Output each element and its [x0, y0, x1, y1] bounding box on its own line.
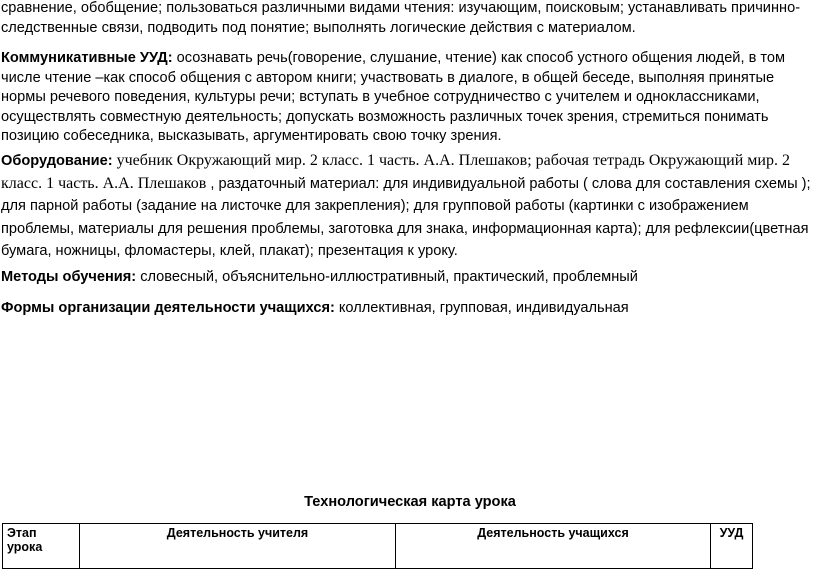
column-header-teacher-activity: Деятельность учителя — [80, 524, 396, 569]
table-title: Технологическая карта урока — [304, 494, 516, 510]
paragraph-text: коллективная, групповая, индивидуальная — [334, 300, 629, 316]
paragraph-label: Коммуникативные УУД: — [1, 50, 173, 66]
paragraph-text: , раздаточный материал: для индивидуальной работы ( слова для составления схемы ); для парной работы (задание на листочке для закрепления); для групповой работы (картинки с изображением проблемы, материалы для решения проблемы, заготовка для знака, информационная карта); для рефлексии(цветная бумага, ножницы, фломастеры, клей, плакат); презентация к уроку. — [1, 175, 811, 259]
column-header-uud: УУД — [711, 524, 753, 569]
paragraph-activity-forms — [1, 299, 813, 319]
paragraph-text-serif: учебник Окружающий мир. 2 класс. 1 часть. А.А. Плешаков; рабочая тетрадь Окружающий мир. 2 класс. 1 часть. А.А. Плешаков — [1, 152, 790, 192]
paragraph-text: сравнение, обобщение; пользоваться различными видами чтения: изучающим, поисковым; устанавливать причинно-следственные связи, подводить под понятие; выполнять логические действия с материалом. — [1, 0, 801, 36]
paragraph-teaching-methods — [1, 268, 813, 288]
paragraph-label: Формы организации деятельности учащихся: — [1, 300, 335, 316]
paragraph-text: осознавать речь(говорение, слушание, чтение) как способ устного общения людей, в том числе чтение –как способ общения с автором книги; участвовать в диалоге, в общей беседе, выполняя принятые нормы речевого поведения, культуры речи; вступать в учебное сотрудничество с учителем и одноклассниками, осуществлять совместную деятельность; допускать возможность различных точек зрения, стремиться понимать позицию собеседника, высказывать, аргументировать свою точку зрения. — [1, 50, 786, 144]
column-header-student-activity: Деятельность учащихся — [396, 524, 711, 569]
paragraph-equipment — [1, 150, 813, 263]
technological-map-table — [2, 523, 753, 569]
paragraph-label: Оборудование: — [1, 153, 113, 169]
column-header-stage: Этап урока — [3, 524, 80, 569]
table-header-row — [3, 524, 753, 569]
paragraph-communicative-uud — [1, 49, 813, 147]
paragraph-label: Методы обучения: — [1, 269, 137, 285]
paragraph-cognitive-continuation — [1, 0, 813, 38]
paragraph-text: словесный, объяснительно-иллюстративный, практический, проблемный — [136, 269, 638, 285]
